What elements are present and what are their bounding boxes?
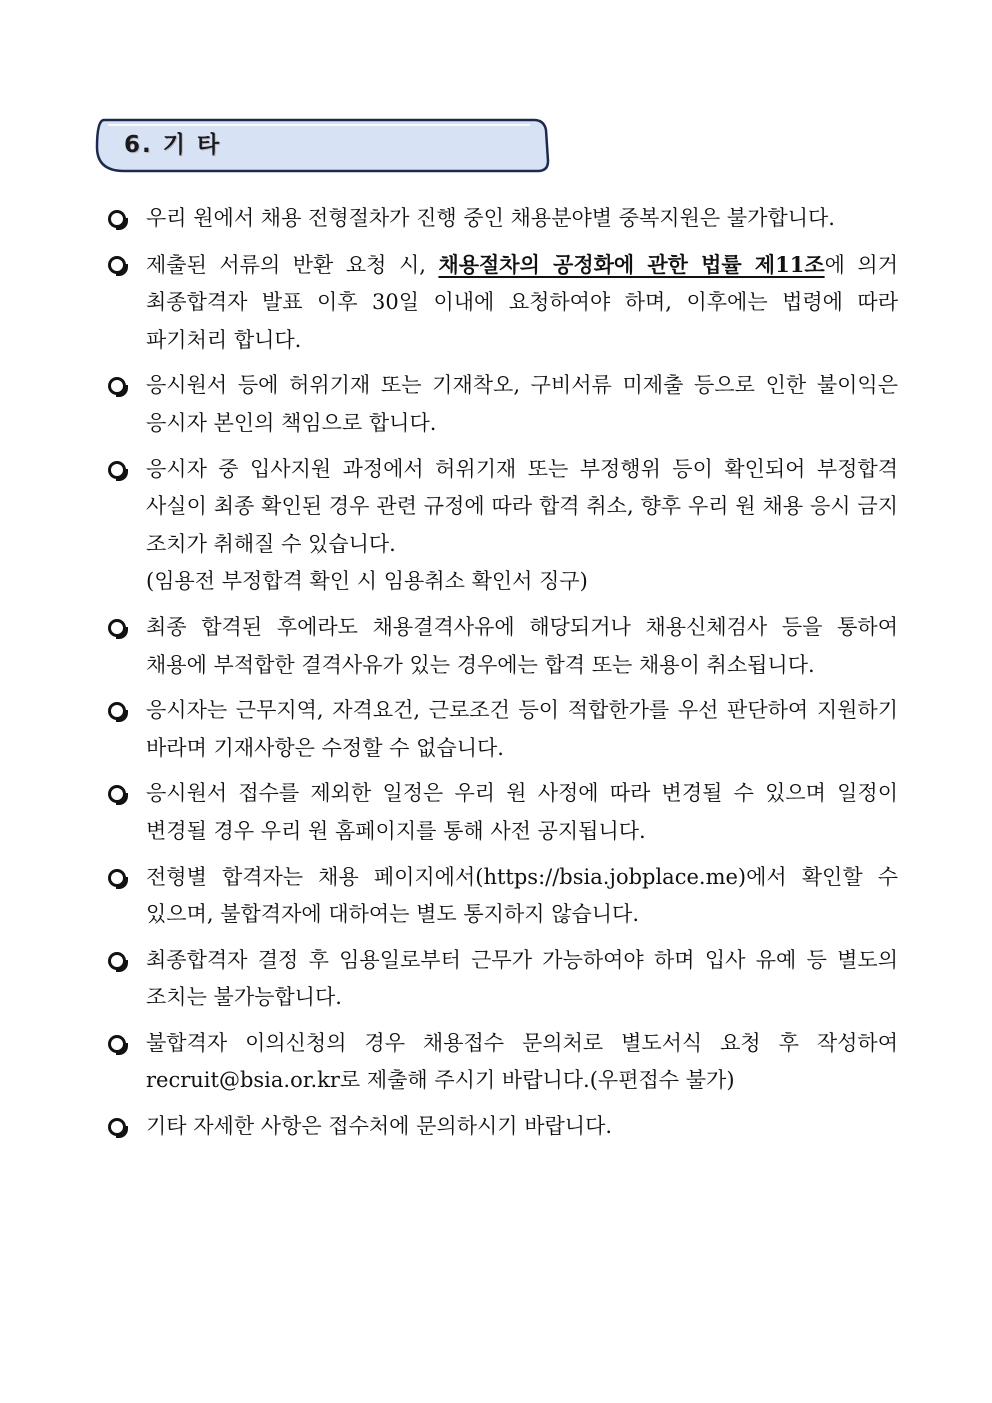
list-item xyxy=(108,942,898,1017)
list-item xyxy=(108,451,898,601)
list-item xyxy=(108,367,898,442)
hollow-circle-bullet-icon xyxy=(108,619,126,637)
item-text: 불합격자 이의신청의 경우 채용접수 문의처로 별도서식 요청 후 작성하여 recruit@bsia.or.kr로 제출해 주시기 바랍니다.(우편접수 불가) xyxy=(146,1030,898,1093)
item-note: (임용전 부정합격 확인 시 임용취소 확인서 징구) xyxy=(146,569,588,594)
item-text: 응시원서 등에 허위기재 또는 기재착오, 구비서류 미제출 등으로 인한 불이익은 응시자 본인의 책임으로 합니다. xyxy=(146,373,898,435)
item-text: 응시자 중 입사지원 과정에서 허위기재 또는 부정행위 등이 확인되어 부정합격 사실이 최종 확인된 경우 관련 규정에 따라 합격 취소, 향후 우리 원 채용 응시 금지 조치가 취해질 수 있습니다. xyxy=(146,456,898,556)
hollow-circle-bullet-icon xyxy=(108,869,126,887)
notice-list xyxy=(108,200,898,1154)
list-item xyxy=(108,1108,898,1146)
item-text: 우리 원에서 채용 전형절차가 진행 중인 채용분야별 중복지원은 불가합니다. xyxy=(146,206,835,230)
hollow-circle-bullet-icon xyxy=(108,702,126,720)
item-text: 최종 합격된 후에라도 채용결격사유에 해당되거나 채용신체검사 등을 통하여 채용에 부적합한 결격사유가 있는 경우에는 합격 또는 채용이 취소됩니다. xyxy=(146,614,898,677)
hollow-circle-bullet-icon xyxy=(108,461,126,479)
hollow-circle-bullet-icon xyxy=(108,1035,126,1053)
hollow-circle-bullet-icon xyxy=(108,1118,126,1136)
item-text-before: 제출된 서류의 반환 요청 시, xyxy=(146,252,439,277)
list-item xyxy=(108,1025,898,1100)
hollow-circle-bullet-icon xyxy=(108,210,126,228)
hollow-circle-bullet-icon xyxy=(108,256,126,274)
list-item xyxy=(108,609,898,684)
list-item xyxy=(108,246,898,360)
list-item xyxy=(108,775,898,850)
item-text: 기타 자세한 사항은 접수처에 문의하시기 바랍니다. xyxy=(146,1114,613,1139)
section-header xyxy=(94,117,554,173)
item-text: 응시자는 근무지역, 자격요건, 근로조건 등이 적합한가를 우선 판단하여 지원하기 바라며 기재사항은 수정할 수 없습니다. xyxy=(146,698,898,760)
item-text-after: 에 의거 최종합격자 발표 이후 30일 이내에 요청하여야 하며, 이후에는 법령에 따라 파기처리 합니다. xyxy=(146,252,898,352)
hollow-circle-bullet-icon xyxy=(108,785,126,803)
list-item xyxy=(108,692,898,767)
item-text: 최종합격자 결정 후 임용일로부터 근무가 가능하여야 하며 입사 유예 등 별도의 조치는 불가능합니다. xyxy=(146,947,898,1010)
item-text: 응시원서 접수를 제외한 일정은 우리 원 사정에 따라 변경될 수 있으며 일정이 변경될 경우 우리 원 홈페이지를 통해 사전 공지됩니다. xyxy=(146,781,898,843)
law-reference: 채용절차의 공정화에 관한 법률 제11조 xyxy=(438,251,825,277)
item-text: 전형별 합격자는 채용 페이지에서(https://bsia.jobplace.me)에서 확인할 수 있으며, 불합격자에 대하여는 별도 통지하지 않습니다. xyxy=(146,864,898,927)
hollow-circle-bullet-icon xyxy=(108,952,126,970)
list-item xyxy=(108,859,898,934)
list-item xyxy=(108,200,898,238)
hollow-circle-bullet-icon xyxy=(108,377,126,395)
section-title: 6. 기 타 xyxy=(124,132,222,158)
